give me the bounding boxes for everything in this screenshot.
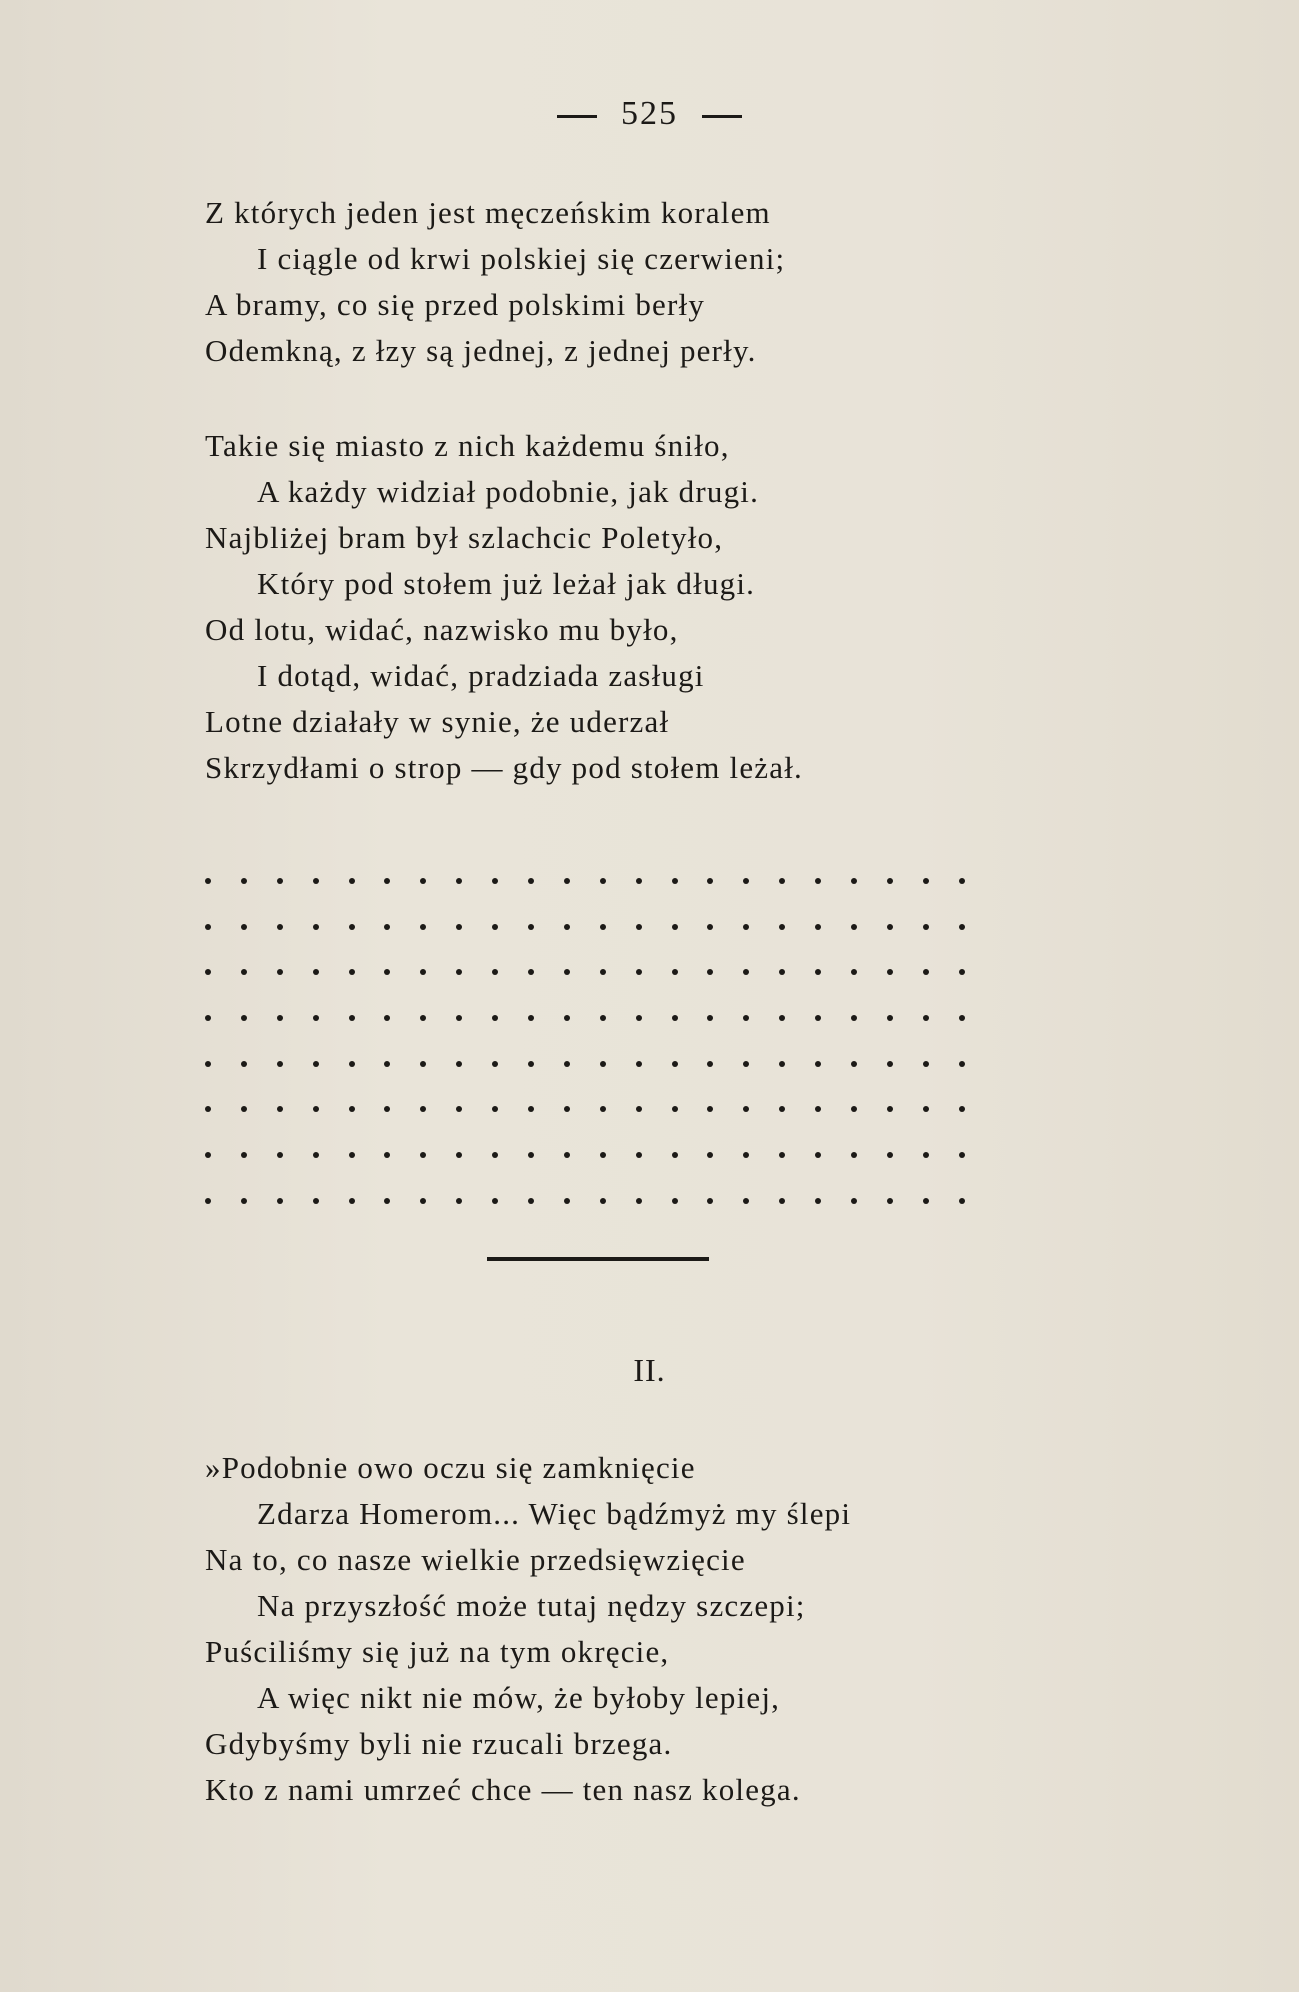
verse-line: I ciągle od krwi polskiej się czerwieni; (257, 241, 786, 276)
dot (528, 1152, 534, 1158)
dot (456, 1015, 462, 1021)
dot (851, 878, 857, 884)
dot (779, 1198, 785, 1204)
verse-line: »Podobnie owo oczu się zamknięcie (205, 1450, 696, 1485)
dot-row (205, 1086, 965, 1132)
dot (923, 1198, 929, 1204)
dot (241, 1152, 247, 1158)
dot (205, 1106, 211, 1112)
dot (241, 878, 247, 884)
verse-line: A każdy widział podobnie, jak drugi. (257, 474, 760, 509)
dot (528, 1106, 534, 1112)
dot (636, 1198, 642, 1204)
dot (384, 1198, 390, 1204)
header-dash-left (557, 115, 597, 118)
verse-line: Lotne działały w synie, że uderzał (205, 704, 670, 739)
dot (923, 1061, 929, 1067)
dot (205, 924, 211, 930)
verse-line: Kto z nami umrzeć chce — ten nasz kolega. (205, 1772, 801, 1807)
dot (959, 1106, 965, 1112)
dot (779, 1106, 785, 1112)
dot (636, 924, 642, 930)
dot (779, 969, 785, 975)
dot (887, 878, 893, 884)
dot (420, 1198, 426, 1204)
dot (456, 1061, 462, 1067)
dot (241, 1061, 247, 1067)
dot (636, 1061, 642, 1067)
header-dash-right (702, 115, 742, 118)
dot (923, 1152, 929, 1158)
stanza-1 (205, 190, 1105, 374)
dot (707, 878, 713, 884)
verse-line: Odemkną, z łzy są jednej, z jednej perły. (205, 333, 757, 368)
dot (851, 1061, 857, 1067)
verse-line: Takie się miasto z nich każdemu śniło, (205, 428, 730, 463)
section-number: II. (633, 1352, 666, 1388)
dot (313, 1198, 319, 1204)
dot (636, 878, 642, 884)
dot (492, 1198, 498, 1204)
dot (707, 1198, 713, 1204)
dot (743, 1061, 749, 1067)
dot (851, 1198, 857, 1204)
dot (815, 878, 821, 884)
dot (277, 1198, 283, 1204)
dot (313, 1106, 319, 1112)
dot (743, 878, 749, 884)
dot (277, 1015, 283, 1021)
dot (384, 1106, 390, 1112)
dot (205, 1061, 211, 1067)
section-divider (487, 1257, 709, 1261)
dot (672, 1152, 678, 1158)
dot (384, 878, 390, 884)
dot (564, 924, 570, 930)
dot (528, 1198, 534, 1204)
dot (851, 924, 857, 930)
dot (923, 878, 929, 884)
dot (384, 1152, 390, 1158)
dot (564, 1061, 570, 1067)
dot (492, 1061, 498, 1067)
dot (707, 969, 713, 975)
dot (313, 969, 319, 975)
dot (887, 924, 893, 930)
dot (349, 1015, 355, 1021)
dot (420, 1106, 426, 1112)
verse-line: Puściliśmy się już na tym okręcie, (205, 1634, 670, 1669)
dot (564, 1106, 570, 1112)
dot (851, 1106, 857, 1112)
dot (815, 1061, 821, 1067)
dot (349, 1106, 355, 1112)
verse-line: Który pod stołem już leżał jak długi. (257, 566, 756, 601)
dot (707, 1015, 713, 1021)
dot (743, 969, 749, 975)
dot (528, 1061, 534, 1067)
dot (313, 1061, 319, 1067)
dot (743, 1106, 749, 1112)
dot (600, 878, 606, 884)
dot (313, 1152, 319, 1158)
dot (384, 1015, 390, 1021)
dot (492, 1015, 498, 1021)
dot-row (205, 995, 965, 1041)
dot (492, 969, 498, 975)
dot (528, 969, 534, 975)
dot (564, 969, 570, 975)
dot (815, 1015, 821, 1021)
dot (779, 878, 785, 884)
dot (241, 1015, 247, 1021)
dot (672, 1015, 678, 1021)
dot (959, 969, 965, 975)
dot (779, 1061, 785, 1067)
dot (349, 1198, 355, 1204)
dot (420, 969, 426, 975)
dot (743, 1198, 749, 1204)
dot (492, 1152, 498, 1158)
dot (923, 1015, 929, 1021)
dot (636, 1106, 642, 1112)
dot (887, 1106, 893, 1112)
dot (564, 1198, 570, 1204)
dot (887, 1061, 893, 1067)
dot (779, 924, 785, 930)
dot (851, 1015, 857, 1021)
dot (923, 1106, 929, 1112)
dot-row (205, 858, 965, 904)
verse-line: Zdarza Homerom... Więc bądźmyż my ślepi (257, 1496, 852, 1531)
dot (564, 878, 570, 884)
dot (349, 969, 355, 975)
dot (349, 878, 355, 884)
dot (672, 1198, 678, 1204)
verse-line: Od lotu, widać, nazwisko mu było, (205, 612, 679, 647)
dot (241, 924, 247, 930)
dot (205, 878, 211, 884)
dot (887, 969, 893, 975)
dot (600, 924, 606, 930)
dot (600, 1198, 606, 1204)
dot (313, 878, 319, 884)
dot (277, 1152, 283, 1158)
dot-row (205, 904, 965, 950)
dot (923, 924, 929, 930)
dot (672, 924, 678, 930)
dot (707, 1061, 713, 1067)
dot (349, 1152, 355, 1158)
dot (241, 1106, 247, 1112)
dot (887, 1198, 893, 1204)
dot (277, 1061, 283, 1067)
dot (959, 924, 965, 930)
dot (743, 924, 749, 930)
dot (600, 1106, 606, 1112)
dot (887, 1015, 893, 1021)
dot-row (205, 1178, 965, 1224)
dot (456, 1106, 462, 1112)
dot (851, 969, 857, 975)
dot-row (205, 1132, 965, 1178)
dot (887, 1152, 893, 1158)
verse-line: Najbliżej bram był szlachcic Poletyło, (205, 520, 724, 555)
dot (492, 924, 498, 930)
dot-row (205, 1041, 965, 1087)
verse-line: Gdybyśmy byli nie rzucali brzega. (205, 1726, 673, 1761)
dot (420, 878, 426, 884)
dot (959, 1061, 965, 1067)
dot (456, 1152, 462, 1158)
dot (779, 1152, 785, 1158)
dot (672, 969, 678, 975)
dot (743, 1015, 749, 1021)
page-header (0, 95, 1299, 133)
verse-line: I dotąd, widać, pradziada zasługi (257, 658, 705, 693)
dot (277, 1106, 283, 1112)
dot (636, 1152, 642, 1158)
dot (277, 924, 283, 930)
dot (636, 1015, 642, 1021)
verse-line: A bramy, co się przed polskimi berły (205, 287, 706, 322)
dot (349, 1061, 355, 1067)
dot (349, 924, 355, 930)
verse-line: Skrzydłami o strop — gdy pod stołem leżał. (205, 750, 803, 785)
dot (923, 969, 929, 975)
dot (420, 924, 426, 930)
verse-line: Z których jeden jest męczeńskim koralem (205, 195, 771, 230)
dot (384, 924, 390, 930)
dot (600, 1061, 606, 1067)
dot (420, 1061, 426, 1067)
dot (636, 969, 642, 975)
dot (420, 1015, 426, 1021)
dot (779, 1015, 785, 1021)
dot (241, 969, 247, 975)
dot (456, 1198, 462, 1204)
dot (205, 969, 211, 975)
dot (456, 924, 462, 930)
dot (600, 1015, 606, 1021)
dot (313, 1015, 319, 1021)
stanza-2 (205, 423, 1105, 791)
dot (815, 1106, 821, 1112)
dot (528, 1015, 534, 1021)
dot (277, 969, 283, 975)
dot (815, 1152, 821, 1158)
dot (672, 878, 678, 884)
dot (707, 924, 713, 930)
dot (420, 1152, 426, 1158)
dot (456, 878, 462, 884)
dot (205, 1015, 211, 1021)
dot-row (205, 949, 965, 995)
dot (600, 1152, 606, 1158)
stanza-3 (205, 1445, 1105, 1813)
dot (672, 1106, 678, 1112)
dot (851, 1152, 857, 1158)
dot (456, 969, 462, 975)
dot (205, 1152, 211, 1158)
dot (815, 1198, 821, 1204)
dot (313, 924, 319, 930)
dot (564, 1152, 570, 1158)
dot (384, 1061, 390, 1067)
dot (384, 969, 390, 975)
dot (277, 878, 283, 884)
dot (205, 1198, 211, 1204)
dot (672, 1061, 678, 1067)
dot (959, 1015, 965, 1021)
dot (959, 878, 965, 884)
dot (528, 878, 534, 884)
verse-line: A więc nikt nie mów, że byłoby lepiej, (257, 1680, 781, 1715)
dot (707, 1152, 713, 1158)
dot (564, 1015, 570, 1021)
dot (528, 924, 534, 930)
dot (815, 924, 821, 930)
page-number: 525 (621, 95, 678, 132)
omission-dots (205, 858, 965, 1224)
dot (743, 1152, 749, 1158)
dot (959, 1198, 965, 1204)
dot (492, 1106, 498, 1112)
dot (815, 969, 821, 975)
verse-line: Na to, co nasze wielkie przedsięwzięcie (205, 1542, 746, 1577)
dot (492, 878, 498, 884)
dot (707, 1106, 713, 1112)
verse-line: Na przyszłość może tutaj nędzy szczepi; (257, 1588, 806, 1623)
dot (241, 1198, 247, 1204)
dot (600, 969, 606, 975)
dot (959, 1152, 965, 1158)
